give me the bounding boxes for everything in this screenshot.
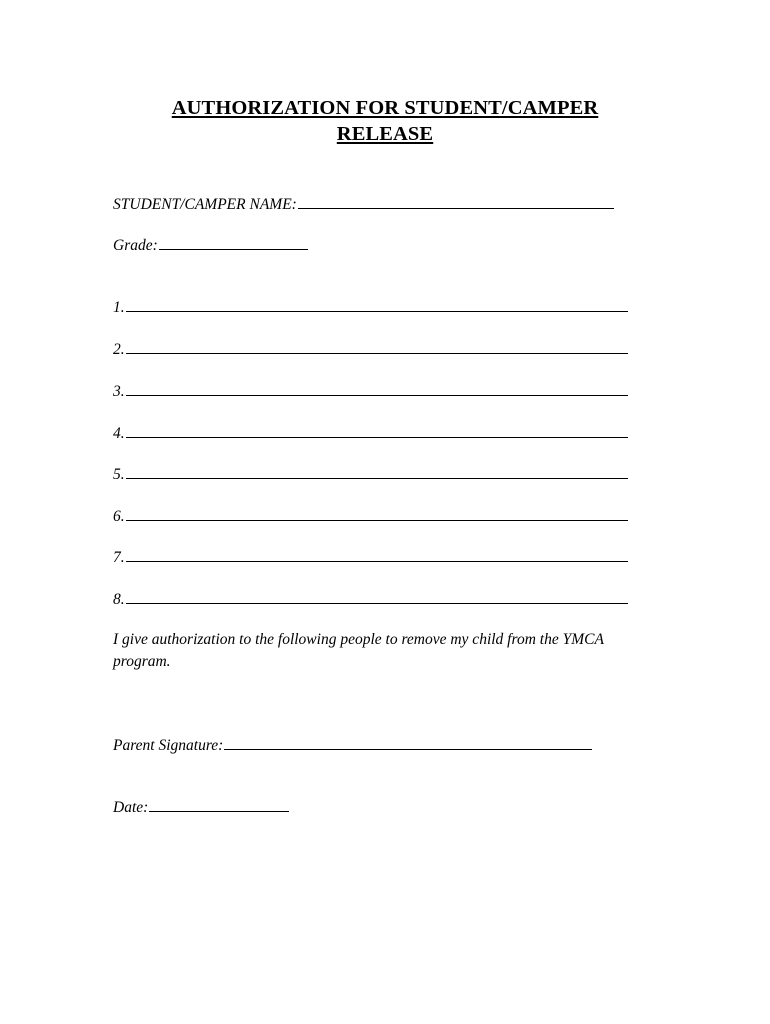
student-name-blank[interactable] <box>298 195 614 209</box>
line-number: 5. <box>113 466 125 483</box>
line-number: 3. <box>113 383 125 400</box>
line-number: 1. <box>113 299 125 316</box>
date-label: Date: <box>113 799 149 816</box>
release-person-line-4 <box>113 424 628 444</box>
line-number: 6. <box>113 508 125 525</box>
grade-field <box>113 236 308 256</box>
release-person-blank-2[interactable] <box>126 340 628 354</box>
authorization-statement: I give authorization to the following people to remove my child from the YMCA program. <box>113 631 604 670</box>
release-person-blank-8[interactable] <box>126 590 628 604</box>
student-name-field <box>113 195 614 215</box>
release-person-line-8 <box>113 590 628 610</box>
parent-signature-label: Parent Signature: <box>113 737 224 754</box>
parent-signature-blank[interactable] <box>224 736 592 750</box>
release-person-blank-6[interactable] <box>126 507 628 521</box>
line-number: 8. <box>113 591 125 608</box>
release-person-line-3 <box>113 382 628 402</box>
date-field <box>113 798 289 818</box>
release-person-blank-1[interactable] <box>126 298 628 312</box>
release-person-blank-4[interactable] <box>126 424 628 438</box>
release-person-blank-3[interactable] <box>126 382 628 396</box>
release-person-line-1 <box>113 298 628 318</box>
release-person-line-6 <box>113 507 628 527</box>
form-title-line-1: AUTHORIZATION FOR STUDENT/CAMPER <box>171 97 599 119</box>
student-name-label: STUDENT/CAMPER NAME: <box>113 196 297 213</box>
line-number: 4. <box>113 425 125 442</box>
release-person-blank-5[interactable] <box>126 465 628 479</box>
release-person-blank-7[interactable] <box>126 548 628 562</box>
parent-signature-field <box>113 736 592 756</box>
form-title-line-2: RELEASE <box>336 123 434 145</box>
grade-label: Grade: <box>113 237 158 254</box>
line-number: 7. <box>113 549 125 566</box>
release-person-line-2 <box>113 340 628 360</box>
date-blank[interactable] <box>149 798 289 812</box>
grade-blank[interactable] <box>159 236 308 250</box>
release-person-line-5 <box>113 465 628 485</box>
line-number: 2. <box>113 341 125 358</box>
release-person-line-7 <box>113 548 628 568</box>
